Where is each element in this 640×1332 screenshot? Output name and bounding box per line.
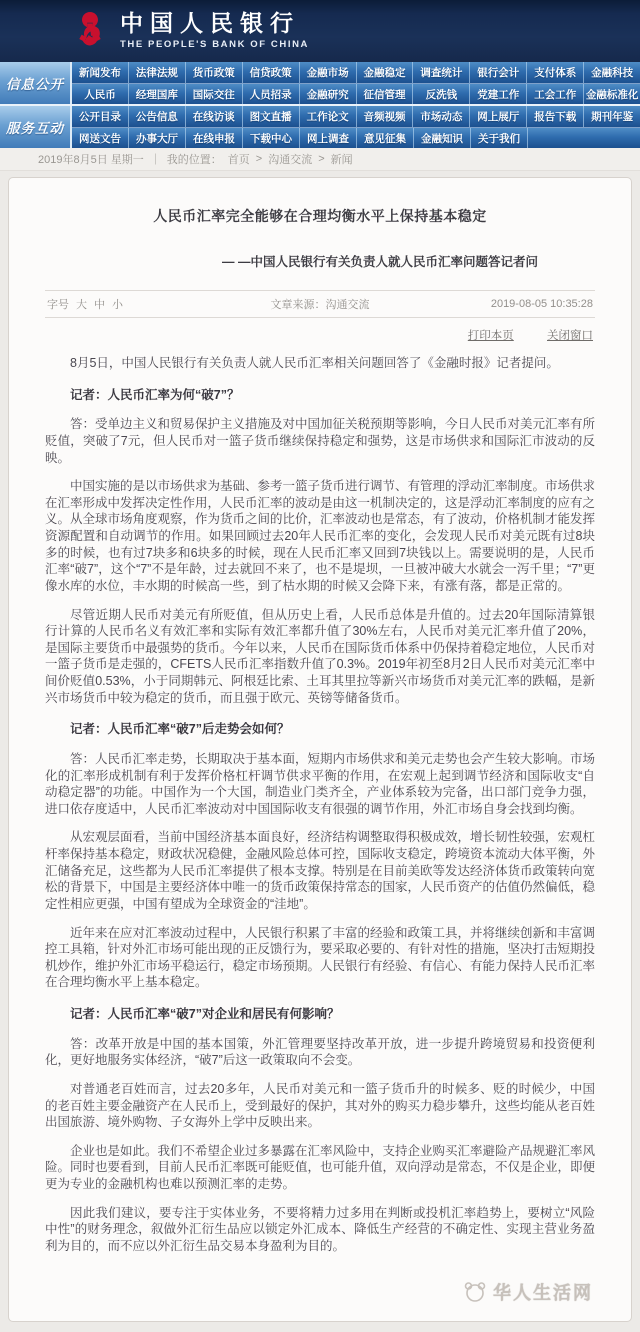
nav-section-label[interactable]: 信息公开 <box>0 62 72 104</box>
nav-item[interactable]: 公开目录 <box>72 106 128 127</box>
nav-item[interactable]: 人员招录 <box>242 84 299 104</box>
article-paragraph: 中国实施的是以市场供求为基础、参考一篮子货币进行调节、有管理的浮动汇率制度。市场供求在汇率形成中发挥决定性作用，人民币汇率的波动是由这一机制决定的，这是浮动汇率制度的应有之义。从全球市场角度观察，作为货币之间的比价，汇率波动也是常态，有了波动，价格机制才能发挥资源配置和自动调节的作用。如果回顾过去20年人民币汇率的变化，会发现人民币对美元既有过8块多的时候，也有过7块多和6块多的时候，现在人民币汇率又回到7块钱以上。需要说明的是，人民币汇率“破7”，这个“7”不是年龄，过去就回不来了，也不是堤坝，一旦被冲破大水就会一泻千里；“7”更像水库的水位，丰水期的时候高一些，到了枯水期的时候又会降下来，有涨有落，都是正常的。 <box>45 479 596 593</box>
watermark-text: 华人生活网 <box>493 1282 593 1303</box>
article-panel <box>8 177 632 1322</box>
nav-item[interactable]: 公告信息 <box>128 106 185 127</box>
bank-name-cn: 中国人民银行 <box>120 11 300 37</box>
main-navigation <box>0 62 640 148</box>
pboc-emblem-icon <box>72 11 108 51</box>
article-paragraph: 企业也是如此。我们不希望企业过多暴露在汇率风险中，支持企业购买汇率避险产品规避汇率风险。同时也要看到，目前人民币汇率既可能贬值，也可能升值，双向浮动是常态，不仅是企业，即便更为专业的金融机构也难以预测汇率的走势。 <box>45 1143 596 1191</box>
nav-item[interactable]: 网上调查 <box>299 128 356 148</box>
breadcrumb-separator: > <box>318 153 325 165</box>
nav-item[interactable]: 金融稳定 <box>356 62 413 83</box>
nav-item[interactable]: 新闻发布 <box>72 62 128 83</box>
nav-item[interactable]: 报告下载 <box>526 106 583 127</box>
breadcrumb-location-label: 我的位置： <box>166 154 222 166</box>
nav-filler <box>527 128 640 148</box>
nav-item[interactable]: 金融科技 <box>583 62 640 83</box>
breadcrumb <box>0 148 640 171</box>
article-timestamp: 2019-08-05 10:35:28 <box>490 298 593 310</box>
breadcrumb-divider: ｜ <box>149 154 161 166</box>
breadcrumb-link-home[interactable]: 首页 <box>227 154 250 166</box>
nav-item[interactable]: 信贷政策 <box>242 62 299 83</box>
breadcrumb-separator: > <box>255 153 263 165</box>
font-size-small-button[interactable]: 小 <box>112 299 123 311</box>
nav-item[interactable]: 反洗钱 <box>412 84 469 104</box>
article-paragraph: 8月5日，中国人民银行有关负责人就人民币汇率相关问题回答了《金融时报》记者提问。 <box>70 356 559 370</box>
nav-item[interactable]: 人民币 <box>72 84 128 104</box>
nav-item[interactable]: 银行会计 <box>469 62 526 83</box>
article-actions <box>45 318 595 355</box>
nav-item[interactable]: 图文直播 <box>242 106 299 127</box>
nav-item[interactable]: 金融研究 <box>299 84 356 104</box>
print-page-link[interactable]: 打印本页 <box>467 330 514 342</box>
article-body <box>45 355 595 1255</box>
nav-item[interactable]: 办事大厅 <box>128 128 185 148</box>
nav-item[interactable]: 货币政策 <box>185 62 242 83</box>
nav-item[interactable]: 网送文告 <box>72 128 128 148</box>
nav-item[interactable]: 党建工作 <box>469 84 526 104</box>
nav-item[interactable]: 经理国库 <box>128 84 185 104</box>
nav-item[interactable]: 征信管理 <box>356 84 413 104</box>
article-paragraph: 从宏观层面看，当前中国经济基本面良好，经济结构调整取得积极成效，增长韧性较强，宏观杠杆率保持基本稳定，财政状况稳健，金融风险总体可控，国际收支稳定，跨境资本流动大体平衡，外汇储备充足，这些都为人民币汇率提供了根本支撑。特别是在目前美欧等发达经济体货币政策转向宽松的背景下，中国是主要经济体中唯一的货币政策保持常态的国家，人民币资产的估值仍然偏低，稳定性相应更强，中国有望成为全球资金的“洼地”。 <box>45 830 596 911</box>
close-window-link[interactable]: 关闭窗口 <box>547 330 593 342</box>
watermark-logo-icon <box>462 1281 488 1303</box>
breadcrumb-date: 2019年8月5日 星期一 <box>38 154 144 166</box>
bank-name-en: THE PEOPLE'S BANK OF CHINA <box>120 38 310 50</box>
nav-item[interactable]: 下载中心 <box>242 128 299 148</box>
nav-item[interactable]: 金融市场 <box>299 62 356 83</box>
nav-item[interactable]: 工会工作 <box>526 84 583 104</box>
nav-item[interactable]: 金融标准化 <box>583 84 640 104</box>
question-heading: 记者：人民币汇率“破7”对企业和居民有何影响？ <box>70 1007 340 1021</box>
article-paragraph: 因此我们建议，要专注于实体业务，不要将精力过多用在判断或投机汇率趋势上，要树立“风险中性”的财务理念，叙做外汇衍生品应以锁定外汇成本、降低生产经营的不确定性、实现主营业务盈利为目的，而不应以外汇衍生品交易本身盈利为目的。 <box>45 1205 595 1253</box>
nav-item[interactable]: 法律法规 <box>128 62 185 83</box>
nav-section-label[interactable]: 服务互动 <box>0 106 72 148</box>
bank-logo-group <box>72 11 309 51</box>
article-paragraph: 答：人民币汇率走势，长期取决于基本面，短期内市场供求和美元走势也会产生较大影响。市场化的汇率形成机制有利于发挥价格杠杆调节供求平衡的作用，在宏观上起到调节经济和国际收支“自动稳定器”的功能。中国作为一个大国，制造业门类齐全，产业体系较为完备，出口部门竞争力强，进口依存度适中，人民币汇率波动对中国国际收支有很强的调节作用，外汇市场自身会找到均衡。 <box>45 751 596 816</box>
nav-item[interactable]: 金融知识 <box>413 128 470 148</box>
article-source: 文章来源：沟通交流 <box>270 299 370 311</box>
nav-item[interactable]: 音频视频 <box>356 106 413 127</box>
nav-item[interactable]: 工作论文 <box>299 106 356 127</box>
watermark <box>45 1267 595 1315</box>
nav-item[interactable]: 市场动态 <box>412 106 469 127</box>
nav-item[interactable]: 在线访谈 <box>185 106 242 127</box>
bank-header <box>0 0 640 62</box>
breadcrumb-link-section[interactable]: 沟通交流 <box>268 154 313 166</box>
article-subtitle: — —中国人民银行有关负责人就人民币汇率问题答记者问 <box>222 255 538 269</box>
nav-item[interactable]: 关于我们 <box>470 128 527 148</box>
page-body <box>0 171 640 1332</box>
article-title: 人民币汇率完全能够在合理均衡水平上保持基本稳定 <box>153 208 487 224</box>
nav-item[interactable]: 调查统计 <box>412 62 469 83</box>
article-paragraph: 对普通老百姓而言，过去20多年，人民币对美元和一篮子货币升的时候多、贬的时候少，中国的老百姓主要金融资产在人民币上，受到最好的保护，其对外的购买力稳步攀升，这些均能从老百姓出国旅游、境外购物、子女海外上学中反映出来。 <box>45 1081 596 1130</box>
nav-item[interactable]: 期刊年鉴 <box>583 106 640 127</box>
question-heading: 记者：人民币汇率为何“破7”？ <box>70 387 240 402</box>
breadcrumb-link-news[interactable]: 新闻 <box>330 154 353 166</box>
article-paragraph: 答：受单边主义和贸易保护主义措施及对中国加征关税预期等影响，今日人民币对美元汇率有所贬值，突破了7元，但人民币对一篮子货币继续保持稳定和强势，这是市场供求和国际汇市波动的反映。 <box>45 417 596 465</box>
question-heading: 记者：人民币汇率“破7”后走势会如何？ <box>70 722 290 737</box>
font-size-large-button[interactable]: 大 <box>76 299 87 311</box>
nav-item[interactable]: 国际交往 <box>185 84 242 104</box>
font-size-medium-button[interactable]: 中 <box>94 299 105 311</box>
nav-item[interactable]: 网上展厅 <box>469 106 526 127</box>
article-paragraph: 答：改革开放是中国的基本国策，外汇管理要坚持改革开放，进一步提升跨境贸易和投资便利化，更好地服务实体经济，“破7”后这一政策取向不会变。 <box>45 1036 595 1068</box>
font-size-label: 字号 <box>47 299 69 311</box>
font-size-control <box>47 296 211 312</box>
nav-item[interactable]: 支付体系 <box>526 62 583 83</box>
nav-item[interactable]: 意见征集 <box>356 128 413 148</box>
nav-item[interactable]: 在线申报 <box>185 128 242 148</box>
article-meta-row <box>45 290 595 318</box>
article-paragraph: 尽管近期人民币对美元有所贬值，但从历史上看，人民币总体是升值的。过去20年国际清算银行计算的人民币名义有效汇率和实际有效汇率都升值了30%左右，人民币对美元汇率升值了20%，是国际主要货币中最强势的货币。今年以来，人民币在国际货币体系中仍保持着稳定地位，人民币对一篮子货币是走强的，CFETS人民币汇率指数升值了0.3%。2019年初至8月2日人民币对美元汇率中间价贬值0.53%，小于同期韩元、阿根廷比索、土耳其里拉等新兴市场货币对美元汇率的跌幅，是新兴市场货币中较为稳定的货币，而且强于欧元、英镑等储备货币。 <box>45 607 596 705</box>
article-paragraph: 近年来在应对汇率波动过程中，人民银行积累了丰富的经验和政策工具，并将继续创新和丰富调控工具箱，针对外汇市场可能出现的正反馈行为，要采取必要的、有针对性的措施，坚决打击短期投机炒作，维护外汇市场平稳运行，稳定市场预期。人民银行有经验、有信心、有能力保持人民币汇率在合理均衡水平上基本稳定。 <box>45 925 596 990</box>
